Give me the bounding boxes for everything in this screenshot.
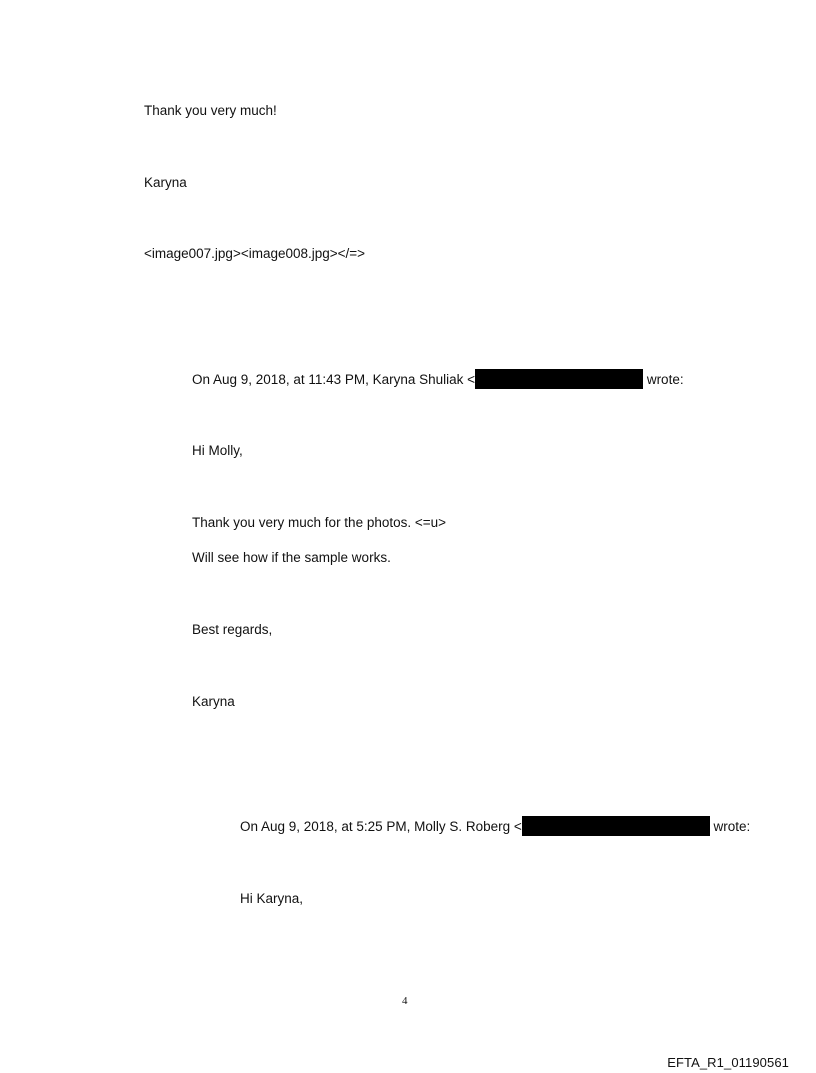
reply1-body-line: Thank you very much for the photos. <=u> bbox=[192, 515, 447, 530]
closing-thanks: Thank you very much! bbox=[144, 103, 277, 118]
reply1-body-line: Will see how if the sample works. bbox=[192, 550, 391, 565]
reply1-header bbox=[192, 371, 684, 389]
redaction-block bbox=[522, 816, 710, 836]
reply1-signature: Karyna bbox=[192, 694, 235, 709]
reply1-header-suffix: wrote: bbox=[643, 372, 684, 387]
page-number: 4 bbox=[402, 995, 408, 1007]
reply2-greeting: Hi Karyna, bbox=[240, 891, 304, 906]
reply1-signoff: Best regards, bbox=[192, 622, 273, 637]
attachment-list: <image007.jpg><image008.jpg></=> bbox=[144, 246, 366, 261]
reply2-header-prefix: On Aug 9, 2018, at 5:25 PM, Molly S. Roberg < bbox=[240, 819, 522, 834]
document-id: EFTA_R1_01190561 bbox=[667, 1055, 789, 1070]
redaction-block bbox=[475, 369, 643, 389]
reply1-greeting: Hi Molly, bbox=[192, 443, 243, 458]
reply2-header bbox=[240, 818, 750, 836]
reply2-header-suffix: wrote: bbox=[709, 819, 751, 834]
closing-signature: Karyna bbox=[144, 175, 187, 190]
reply1-header-prefix: On Aug 9, 2018, at 11:43 PM, Karyna Shuliak < bbox=[192, 372, 476, 387]
